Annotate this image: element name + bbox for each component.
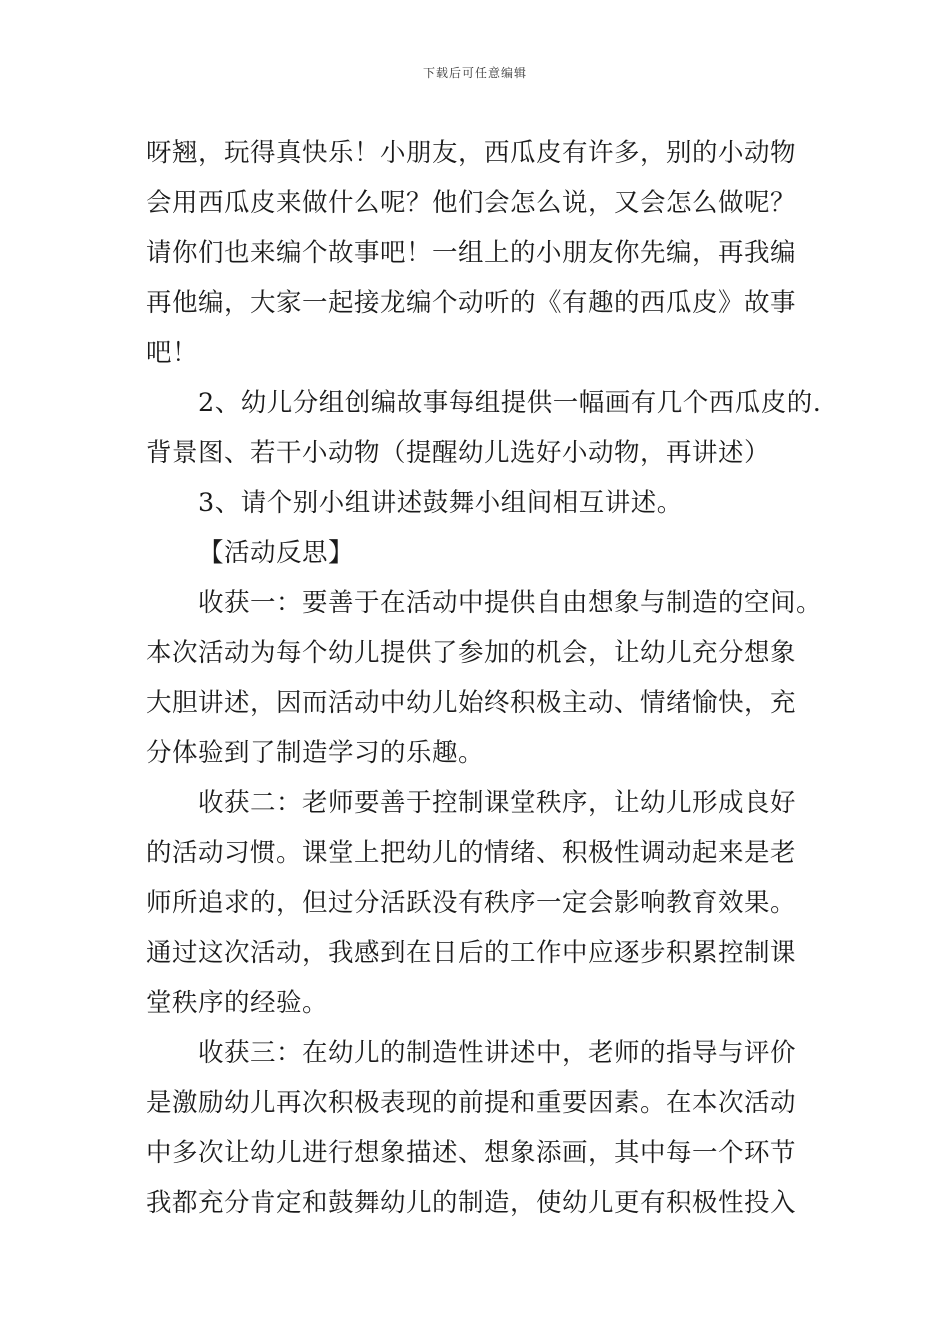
text-line: 2、幼儿分组创编故事每组提供一幅画有几个西瓜皮的. [198,388,822,418]
text-line: 堂秩序的经验。 [146,988,329,1018]
text-line: 我都充分肯定和鼓舞幼儿的制造，使幼儿更有积极性投入 [146,1188,797,1218]
text-line: 吧！ [146,338,199,368]
document-body [146,128,826,1228]
section-heading: 【活动反思】 [198,538,355,568]
text-line: 大胆讲述，因而活动中幼儿始终积极主动、情绪愉快，充 [146,688,797,718]
text-line: 收获三：在幼儿的制造性讲述中，老师的指导与评价 [198,1038,797,1068]
paragraph-story-continuation [146,128,826,378]
text-line: 师所追求的，但过分活跃没有秩序一定会影响教育效果。 [146,888,797,918]
paragraph-gain-1 [146,578,826,778]
text-line: 分体验到了制造学习的乐趣。 [146,738,485,768]
paragraph-step-2 [146,378,826,478]
text-line: 背景图、若干小动物（提醒幼儿选好小动物，再讲述） [146,438,771,468]
text-line: 再他编，大家一起接龙编个动听的《有趣的西瓜皮》故事 [146,288,797,318]
text-line: 本次活动为每个幼儿提供了参加的机会，让幼儿充分想象 [146,638,797,668]
text-line: 收获二：老师要善于控制课堂秩序，让幼儿形成良好 [198,788,797,818]
text-line: 请你们也来编个故事吧！一组上的小朋友你先编，再我编 [146,238,797,268]
paragraph-step-3 [146,478,826,528]
text-line: 收获一：要善于在活动中提供自由想象与制造的空间。 [198,588,823,618]
text-line: 通过这次活动，我感到在日后的工作中应逐步积累控制课 [146,938,797,968]
text-line: 是激励幼儿再次积极表现的前提和重要因素。在本次活动 [146,1088,797,1118]
text-line: 呀翘，玩得真快乐！小朋友，西瓜皮有许多，别的小动物 [146,138,797,168]
text-line: 中多次让幼儿进行想象描述、想象添画，其中每一个环节 [146,1138,797,1168]
text-line: 的活动习惯。课堂上把幼儿的情绪、积极性调动起来是老 [146,838,797,868]
paragraph-gain-2 [146,778,826,1028]
page-header: 下载后可任意编辑 [422,66,527,80]
text-line: 会用西瓜皮来做什么呢？他们会怎么说，又会怎么做呢？ [146,188,797,218]
text-line: 3、请个别小组讲述鼓舞小组间相互讲述。 [198,488,683,518]
paragraph-gain-3 [146,1028,826,1228]
section-heading-reflection [146,528,826,578]
